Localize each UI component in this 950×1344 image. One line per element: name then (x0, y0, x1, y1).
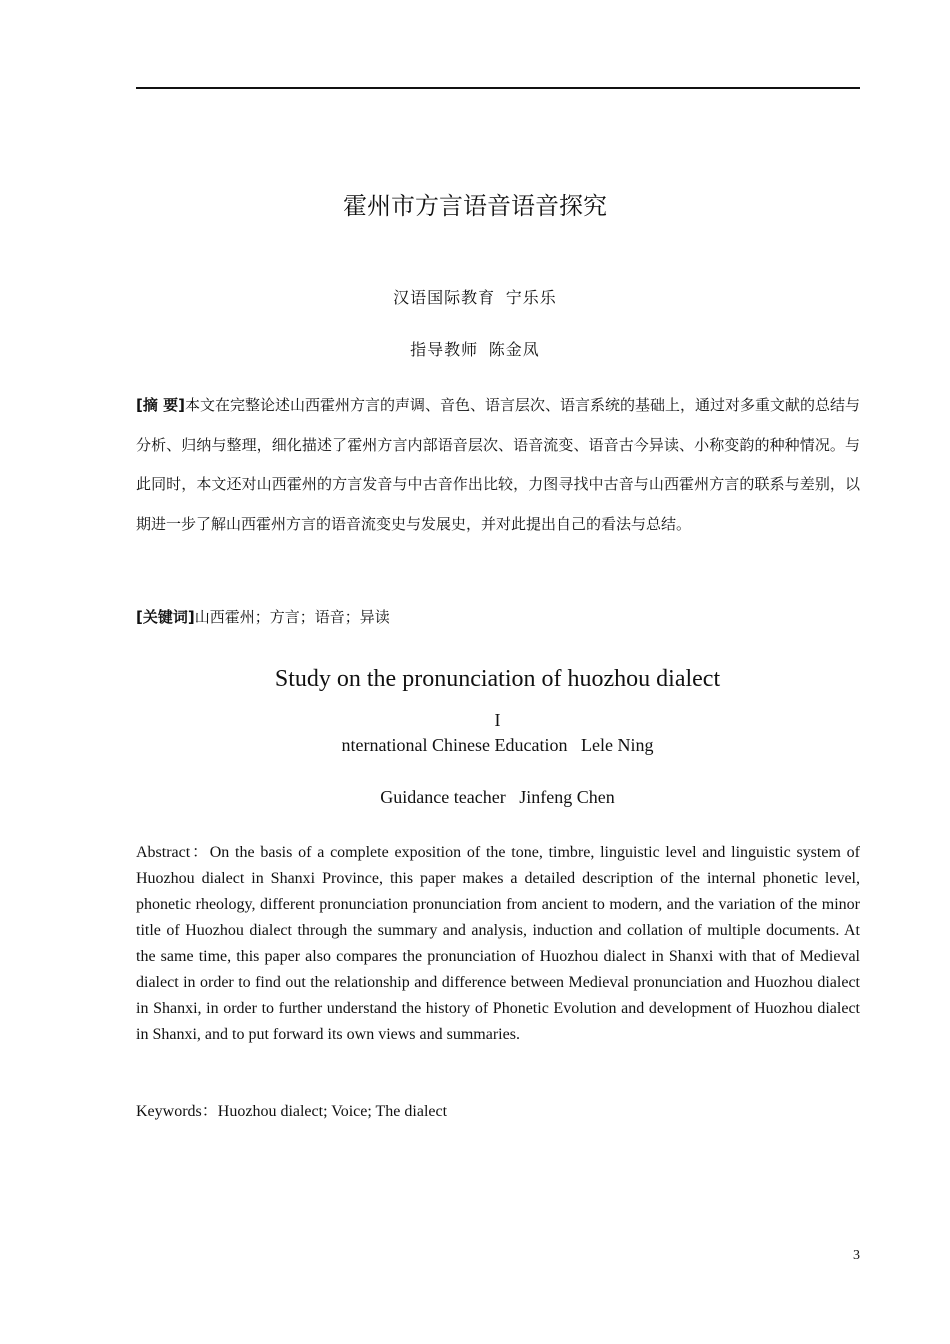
chinese-keywords-text: 山西霍州；方言；语音；异读 (194, 608, 390, 626)
header-rule (136, 87, 860, 89)
chinese-keywords (136, 605, 860, 629)
chinese-title: 霍州市方言语音语音探究 (343, 192, 607, 220)
english-keywords (136, 1100, 860, 1124)
chinese-author-line: 汉语国际教育 宁乐乐 (393, 288, 557, 307)
english-keywords-label: Keywords： (136, 1103, 218, 1120)
english-advisor-line: Guidance teacher Jinfeng Chen (380, 787, 615, 807)
english-author-line: nternational Chinese Education Lele Ning (341, 735, 654, 755)
chinese-advisor-line: 指导教师 陈金凤 (410, 340, 540, 359)
page-number: 3 (853, 1248, 860, 1263)
english-keywords-text: Huozhou dialect; Voice; The dialect (217, 1103, 448, 1120)
english-author-initial: I (494, 710, 501, 730)
chinese-keywords-label: [关键词] (136, 608, 195, 626)
chinese-abstract (136, 386, 860, 544)
english-abstract (136, 840, 860, 1048)
english-title: Study on the pronunciation of huozhou dialect (274, 666, 721, 692)
english-abstract-label: Abstract： (136, 844, 210, 861)
chinese-abstract-text: 本文在完整论述山西霍州方言的声调、音色、语言层次、语言系统的基础上，通过对多重文献的总结与分析、归纳与整理，细化描述了霍州方言内部语音层次、语音流变、语音古今异读、小称变韵的种种情况。与此同时，本文还对山西霍州的方言发音与中古音作出比较，力图寻找中古音与山西霍州方言的联系与差别，以期进一步了解山西霍州方言的语音流变史与发展史，并对此提出自己的看法与总结。 (136, 396, 860, 533)
english-abstract-text: On the basis of a complete exposition of the tone, timbre, linguistic level and linguistic system of Huozhou dialect in Shanxi Province, this paper makes a detailed description of the internal phonetic level, phonetic rheology, different pronunciation pronunciation from ancient to modern, and the variation of the minor title of Huozhou dialect through the summary and analysis, induction and collation of multiple documents. At the same time, this paper also compares the pronunciation of Huozhou dialect in Shanxi with that of Medieval dialect in order to find out the relationship and difference between Medieval pronunciation and Huozhou dialect in Shanxi, in order to further understand the history of Phonetic Evolution and development of Huozhou dialect in Shanxi, and to put forward its own views and summaries. (136, 844, 860, 1043)
chinese-abstract-label: [摘 要] (136, 396, 185, 414)
